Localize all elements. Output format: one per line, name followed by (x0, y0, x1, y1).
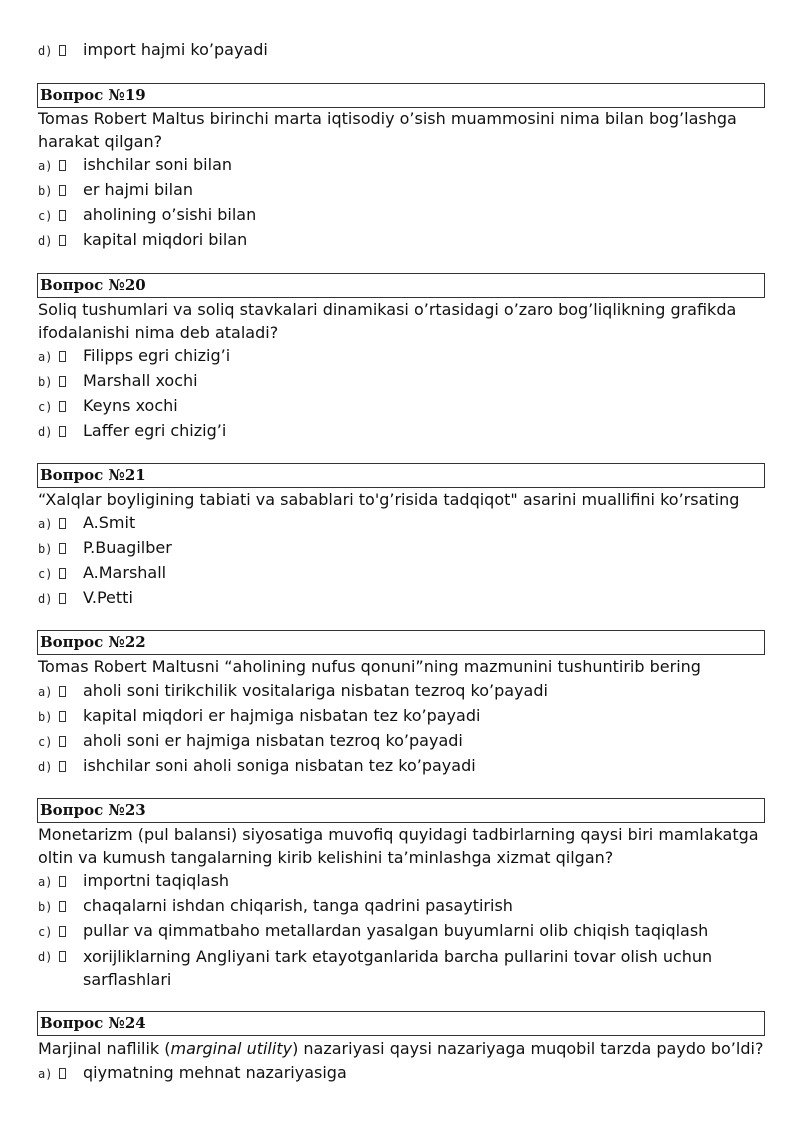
option-label: d) (38, 425, 53, 439)
option-label: d) (38, 592, 53, 606)
option-label: a) (38, 159, 53, 173)
q22-option-a[interactable] (38, 680, 548, 702)
question-text-part: Marjinal naflilik ( (38, 1039, 171, 1058)
q22-option-c[interactable] (38, 730, 463, 752)
q23-option-b[interactable] (38, 895, 513, 917)
option-text: er hajmi bilan (83, 180, 194, 199)
option-label: d) (38, 760, 53, 774)
q19-option-d[interactable] (38, 229, 248, 251)
q20-option-c[interactable] (38, 395, 178, 417)
checkbox-icon[interactable] (59, 518, 66, 529)
checkbox-icon[interactable] (59, 951, 66, 962)
q21-option-d[interactable] (38, 587, 133, 609)
q20-option-d[interactable] (38, 420, 227, 442)
checkbox-icon[interactable] (59, 543, 66, 554)
question-header-23: Вопрос №23 (37, 798, 765, 823)
question-text-italic: marginal utility (170, 1039, 293, 1058)
checkbox-icon[interactable] (59, 210, 66, 221)
question-text-20: Soliq tushumlari va soliq stavkalari dinamikasi o’rtasidagi o’zaro bog’liqlikning grafikda ifodalanishi nima deb ataladi? (38, 300, 737, 342)
option-label: a) (38, 875, 53, 889)
checkbox-icon[interactable] (59, 686, 66, 697)
option-text: qiymatning mehnat nazariyasiga (83, 1063, 347, 1082)
question-text-24 (38, 1037, 768, 1060)
q20-option-a[interactable] (38, 345, 231, 367)
option-text: chaqalarni ishdan chiqarish, tanga qadrini pasaytirish (83, 896, 513, 915)
checkbox-icon[interactable] (59, 160, 66, 171)
q19-option-c[interactable] (38, 204, 257, 226)
question-text-21: “Xalqlar boyligining tabiati va sabablari to'g’risida tadqiqot" asarini muallifini ko’rsating (38, 490, 740, 509)
option-label: a) (38, 685, 53, 699)
option-text: aholining o’sishi bilan (83, 205, 257, 224)
checkbox-icon[interactable] (59, 593, 66, 604)
option-text: xorijliklarning Angliyani tark etayotganlarida barcha pullarini tovar olish uchun sarflashlari (83, 947, 713, 989)
option-label: a) (38, 350, 53, 364)
question-text-23: Monetarizm (pul balansi) siyosatiga muvofiq quyidagi tadbirlarning qaysi biri mamlakatga oltin va kumush tangalarning kirib kelishini ta’minlashga xizmat qilgan? (38, 825, 759, 867)
checkbox-icon[interactable] (59, 185, 66, 196)
q20-option-b[interactable] (38, 370, 198, 392)
option-text: kapital miqdori bilan (83, 230, 248, 249)
option-label: a) (38, 517, 53, 531)
question-header-19: Вопрос №19 (37, 83, 765, 108)
option-label: c) (38, 400, 53, 414)
question-header-21: Вопрос №21 (37, 463, 765, 488)
q21-option-c[interactable] (38, 562, 167, 584)
option-text: pullar va qimmatbaho metallardan yasalgan buyumlarni olib chiqish taqiqlash (83, 921, 709, 940)
question-text-19: Tomas Robert Maltus birinchi marta iqtisodiy o’sish muammosini nima bilan bog’lashga harakat qilgan? (38, 109, 737, 151)
option-text: import hajmi ko’payadi (83, 40, 268, 59)
checkbox-icon[interactable] (59, 235, 66, 246)
option-text: importni taqiqlash (83, 871, 230, 890)
option-text: aholi soni er hajmiga nisbatan tezroq ko’payadi (83, 731, 463, 750)
checkbox-icon[interactable] (59, 45, 66, 56)
checkbox-icon[interactable] (59, 426, 66, 437)
question-text-part: ) nazariyasi qaysi nazariyaga muqobil tarzda paydo bo’ldi? (292, 1039, 764, 1058)
option-label: d) (38, 950, 53, 964)
q21-option-b[interactable] (38, 537, 172, 559)
checkbox-icon[interactable] (59, 736, 66, 747)
option-text: aholi soni tirikchilik vositalariga nisbatan tezroq ko’payadi (83, 681, 548, 700)
option-label: b) (38, 900, 53, 914)
option-label: b) (38, 710, 53, 724)
option-label: c) (38, 209, 53, 223)
option-text: A.Smit (83, 513, 136, 532)
option-text: ishchilar soni bilan (83, 155, 233, 174)
option-label: c) (38, 567, 53, 581)
option-text: Marshall xochi (83, 371, 198, 390)
question-header-24: Вопрос №24 (37, 1011, 765, 1036)
option-text: A.Marshall (83, 563, 167, 582)
q18-option-d[interactable] (38, 39, 268, 61)
option-text: ishchilar soni aholi soniga nisbatan tez ko’payadi (83, 756, 476, 775)
option-text: Filipps egri chizig’i (83, 346, 231, 365)
option-text: Laffer egri chizig’i (83, 421, 227, 440)
checkbox-icon[interactable] (59, 376, 66, 387)
option-label: b) (38, 184, 53, 198)
q24-option-a[interactable] (38, 1062, 347, 1084)
q22-option-b[interactable] (38, 705, 481, 727)
q19-option-b[interactable] (38, 179, 194, 201)
option-label: a) (38, 1067, 53, 1081)
option-text: P.Buagilber (83, 538, 172, 557)
option-label: b) (38, 542, 53, 556)
checkbox-icon[interactable] (59, 711, 66, 722)
question-header-20: Вопрос №20 (37, 273, 765, 298)
checkbox-icon[interactable] (59, 1068, 66, 1079)
option-label: b) (38, 375, 53, 389)
q21-option-a[interactable] (38, 512, 136, 534)
checkbox-icon[interactable] (59, 761, 66, 772)
q19-option-a[interactable] (38, 154, 233, 176)
option-label: d) (38, 234, 53, 248)
option-text: Keyns xochi (83, 396, 178, 415)
q23-option-c[interactable] (38, 920, 709, 942)
question-text-22: Tomas Robert Maltusni “aholining nufus qonuni”ning mazmunini tushuntirib bering (38, 657, 701, 676)
checkbox-icon[interactable] (59, 401, 66, 412)
checkbox-icon[interactable] (59, 876, 66, 887)
option-label: c) (38, 925, 53, 939)
q22-option-d[interactable] (38, 755, 476, 777)
checkbox-icon[interactable] (59, 901, 66, 912)
checkbox-icon[interactable] (59, 568, 66, 579)
checkbox-icon[interactable] (59, 926, 66, 937)
option-label: c) (38, 735, 53, 749)
question-header-22: Вопрос №22 (37, 630, 765, 655)
option-label: d) (38, 44, 53, 58)
q23-option-a[interactable] (38, 870, 230, 892)
q23-option-d[interactable] (38, 945, 713, 991)
checkbox-icon[interactable] (59, 351, 66, 362)
option-text: kapital miqdori er hajmiga nisbatan tez ko’payadi (83, 706, 481, 725)
option-text: V.Petti (83, 588, 133, 607)
